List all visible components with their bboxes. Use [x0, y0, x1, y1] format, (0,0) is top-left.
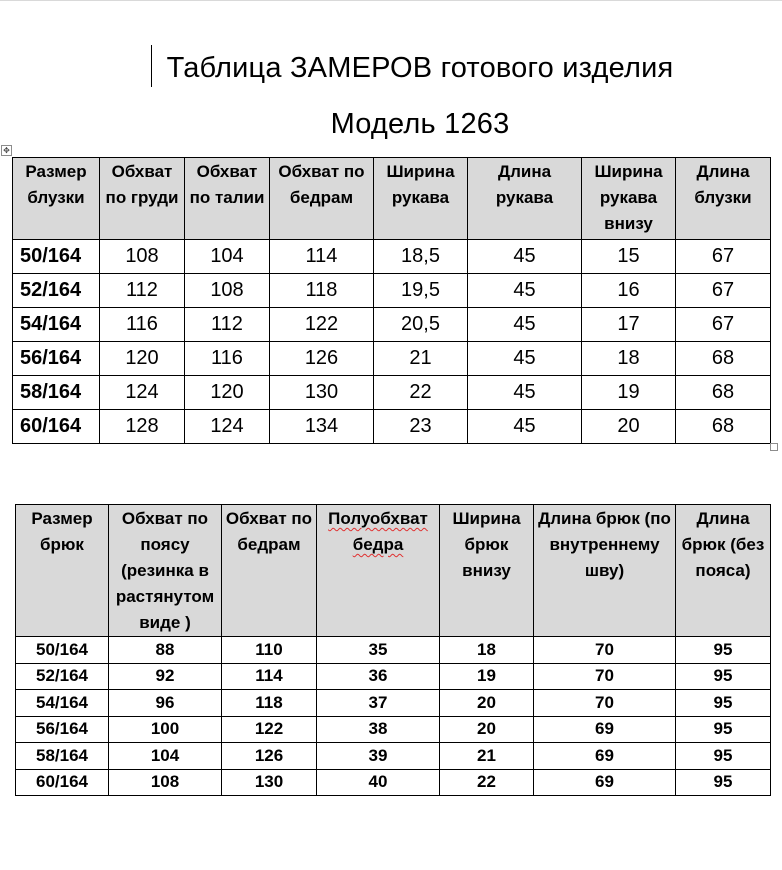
table-cell: 69 — [534, 716, 676, 743]
table-cell: 124 — [100, 376, 185, 410]
table-cell: 116 — [185, 342, 270, 376]
table-header-row — [16, 505, 771, 637]
table-cell: 95 — [676, 716, 771, 743]
table-cell: 18,5 — [374, 240, 468, 274]
table-cell: 95 — [676, 663, 771, 690]
table-cell: 95 — [676, 743, 771, 770]
column-header: Размер брюк — [16, 505, 109, 637]
table-cell: 130 — [270, 376, 374, 410]
table-cell: 20 — [582, 410, 676, 444]
column-header: Обхват по бедрам — [270, 158, 374, 240]
table-cell: 70 — [534, 663, 676, 690]
table-cell: 116 — [100, 308, 185, 342]
table-cell: 108 — [109, 769, 222, 796]
table-cell: 114 — [270, 240, 374, 274]
table-row — [13, 410, 771, 444]
table-cell: 19 — [440, 663, 534, 690]
table-cell: 19 — [582, 376, 676, 410]
table-cell: 20,5 — [374, 308, 468, 342]
table-cell: 124 — [185, 410, 270, 444]
table-cell: 45 — [468, 376, 582, 410]
table-cell: 122 — [270, 308, 374, 342]
column-header — [317, 505, 440, 637]
table-cell: 88 — [109, 637, 222, 664]
table-cell: 23 — [374, 410, 468, 444]
size-cell: 52/164 — [16, 663, 109, 690]
table-cell: 68 — [676, 342, 771, 376]
table-cell: 38 — [317, 716, 440, 743]
column-header: Обхват по груди — [100, 158, 185, 240]
column-header: Длина брюк (без пояса) — [676, 505, 771, 637]
table-row — [13, 342, 771, 376]
table-cell: 67 — [676, 308, 771, 342]
size-cell: 56/164 — [13, 342, 100, 376]
size-cell: 58/164 — [13, 376, 100, 410]
column-header: Обхват по талии — [185, 158, 270, 240]
table-cell: 120 — [100, 342, 185, 376]
table-cell: 45 — [468, 410, 582, 444]
table-cell: 20 — [440, 690, 534, 717]
table-cell: 70 — [534, 637, 676, 664]
table-cell: 19,5 — [374, 274, 468, 308]
table-cell: 120 — [185, 376, 270, 410]
table-move-handle-icon[interactable]: ✥ — [1, 145, 12, 156]
ruler-border — [0, 0, 782, 1]
size-cell: 58/164 — [16, 743, 109, 770]
table-row — [13, 308, 771, 342]
column-header: Длина блузки — [676, 158, 771, 240]
table-cell: 122 — [222, 716, 317, 743]
column-header: Ширина брюк внизу — [440, 505, 534, 637]
size-cell: 56/164 — [16, 716, 109, 743]
size-cell: 60/164 — [13, 410, 100, 444]
table-cell: 37 — [317, 690, 440, 717]
trousers-measurements-table — [15, 504, 771, 796]
table-cell: 126 — [270, 342, 374, 376]
table-cell: 110 — [222, 637, 317, 664]
table-cell: 36 — [317, 663, 440, 690]
column-header: Длина рукава — [468, 158, 582, 240]
table-cell: 20 — [440, 716, 534, 743]
table-cell: 92 — [109, 663, 222, 690]
table-cell: 68 — [676, 376, 771, 410]
table-cell: 69 — [534, 743, 676, 770]
table-cell: 68 — [676, 410, 771, 444]
table-cell: 17 — [582, 308, 676, 342]
size-cell: 50/164 — [16, 637, 109, 664]
table-cell: 45 — [468, 240, 582, 274]
table-cell: 39 — [317, 743, 440, 770]
column-header: Ширина рукава — [374, 158, 468, 240]
table-cell: 118 — [222, 690, 317, 717]
table-cell: 134 — [270, 410, 374, 444]
size-cell: 54/164 — [13, 308, 100, 342]
table-cell: 108 — [100, 240, 185, 274]
column-header: Ширина рукава внизу — [582, 158, 676, 240]
column-header: Обхват по бедрам — [222, 505, 317, 637]
table-cell: 128 — [100, 410, 185, 444]
table-resize-handle[interactable] — [770, 443, 778, 451]
table-cell: 18 — [582, 342, 676, 376]
table-cell: 95 — [676, 769, 771, 796]
table-cell: 130 — [222, 769, 317, 796]
table-cell: 104 — [185, 240, 270, 274]
table-cell: 67 — [676, 240, 771, 274]
table-header-row — [13, 158, 771, 240]
table-cell: 95 — [676, 637, 771, 664]
table-cell: 21 — [440, 743, 534, 770]
table-cell: 104 — [109, 743, 222, 770]
table-cell: 67 — [676, 274, 771, 308]
size-cell: 60/164 — [16, 769, 109, 796]
table-cell: 112 — [185, 308, 270, 342]
blouse-measurements-table — [12, 157, 771, 444]
document-subtitle: Модель 1263 — [330, 108, 510, 140]
table-row — [16, 716, 771, 743]
table-cell: 112 — [100, 274, 185, 308]
table-cell: 40 — [317, 769, 440, 796]
table-cell: 100 — [109, 716, 222, 743]
column-header: Обхват по поясу (резинка в растянутом виде ) — [109, 505, 222, 637]
table-cell: 118 — [270, 274, 374, 308]
table-cell: 45 — [468, 274, 582, 308]
size-cell: 52/164 — [13, 274, 100, 308]
table-cell: 114 — [222, 663, 317, 690]
table-cell: 18 — [440, 637, 534, 664]
table-cell: 108 — [185, 274, 270, 308]
table-cell: 70 — [534, 690, 676, 717]
table-row — [16, 663, 771, 690]
size-cell: 50/164 — [13, 240, 100, 274]
table-cell: 16 — [582, 274, 676, 308]
table-cell: 45 — [468, 308, 582, 342]
size-cell: 54/164 — [16, 690, 109, 717]
table-row — [16, 769, 771, 796]
table-cell: 22 — [374, 376, 468, 410]
table-row — [16, 637, 771, 664]
table-cell: 21 — [374, 342, 468, 376]
table-row — [16, 690, 771, 717]
table-cell: 95 — [676, 690, 771, 717]
table-cell: 45 — [468, 342, 582, 376]
table-cell: 35 — [317, 637, 440, 664]
column-header: Длина брюк (по внутреннему шву) — [534, 505, 676, 637]
table-row — [16, 743, 771, 770]
table-cell: 126 — [222, 743, 317, 770]
column-header: Размер блузки — [13, 158, 100, 240]
table-cell: 96 — [109, 690, 222, 717]
table-cell: 69 — [534, 769, 676, 796]
table-row — [13, 274, 771, 308]
table-row — [13, 376, 771, 410]
document-title: Таблица ЗАМЕРОВ готового изделия — [166, 52, 674, 84]
table-row — [13, 240, 771, 274]
table-cell: 15 — [582, 240, 676, 274]
table-cell: 22 — [440, 769, 534, 796]
spellcheck-underlined-text: Полуобхват бедра — [328, 509, 428, 554]
